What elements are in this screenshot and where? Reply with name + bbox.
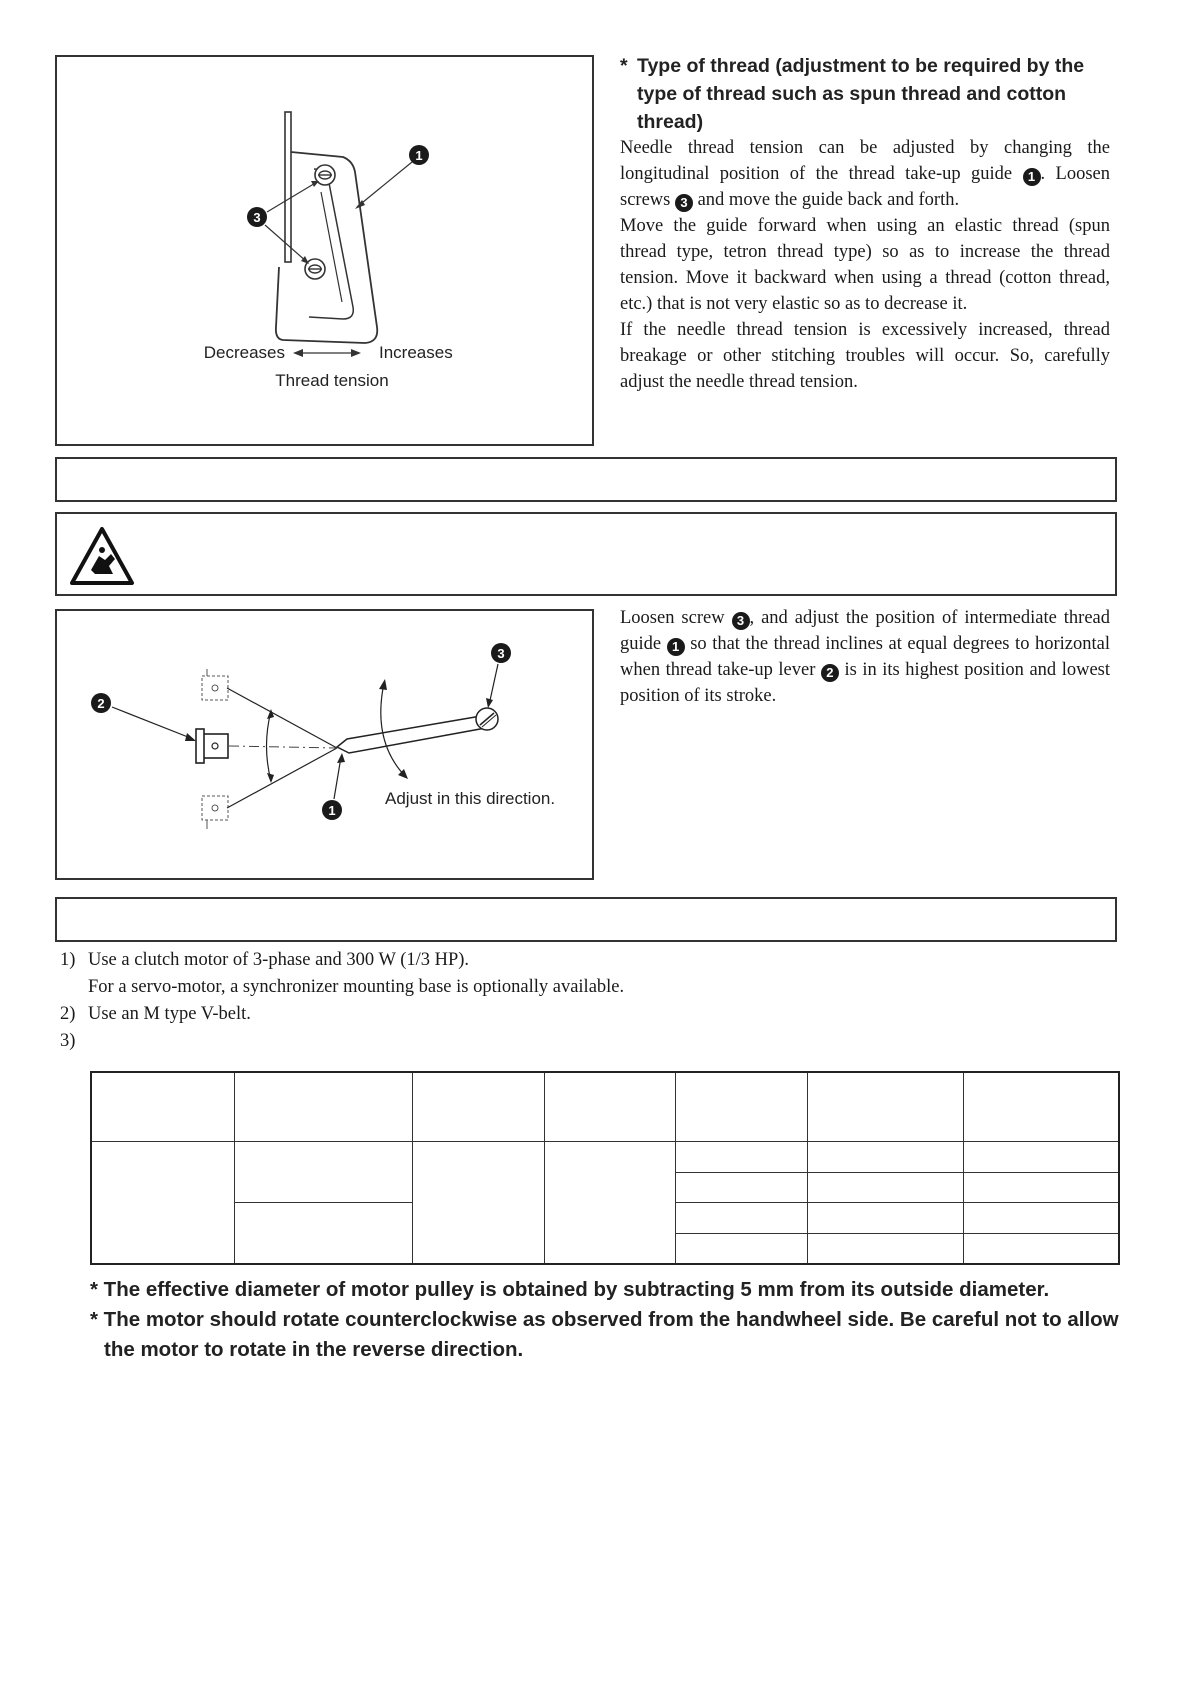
decreases-label: Decreases: [203, 343, 285, 362]
thread-type-paragraph-3: If the needle thread tension is excessively increased, thread breakage or other stitching troubles will occur. So, carefully adjust the needle thread tension.: [620, 320, 1110, 392]
thread-guide-diagram: [57, 57, 592, 444]
note-pulley-diameter: * The effective diameter of motor pulley is obtained by subtracting 5 mm from its outside diameter.: [90, 1278, 1050, 1301]
intermediate-guide-diagram: [57, 611, 592, 878]
section-title-bar: [55, 457, 1117, 502]
thread-type-heading: [620, 52, 1110, 136]
motor-notes: [90, 1275, 1130, 1365]
note-rotation: * The motor should rotate counterclockwise as observed from the handwheel side. Be careful not to allow: [90, 1308, 1119, 1331]
thread-tension-caption: Thread tension: [275, 371, 389, 390]
callout-3-label: 3: [253, 210, 261, 225]
thread-type-body: [620, 135, 1110, 395]
adjust-direction-caption: Adjust in this direction.: [385, 789, 556, 808]
callout-1-label: 1: [415, 148, 423, 163]
callout-3-icon: 3: [732, 612, 750, 630]
table-row: [91, 1141, 1119, 1172]
caution-box: [55, 512, 1117, 596]
callout-3-icon: 3: [675, 194, 693, 212]
note-rotation-cont: the motor to rotate in the reverse direction.: [104, 1338, 524, 1361]
callout-2-icon: 2: [821, 664, 839, 682]
callout-3-label: 3: [497, 646, 505, 661]
heading-line-1: Type of thread (adjustment to be required by the: [637, 55, 1085, 77]
increases-label: Increases: [379, 343, 453, 362]
motor-section-title-bar: [55, 897, 1117, 942]
callout-1-icon: 1: [667, 638, 685, 656]
thread-type-paragraph-1: Needle thread tension can be adjusted by changing the longitudinal position of the thread take-up guide 1 . Loosen screws 3 and move the guide back and forth.: [620, 138, 1111, 210]
motor-pulley-table: [90, 1071, 1120, 1265]
intermediate-guide-body: Loosen screw 3 , and adjust the position of intermediate thread guide 1 so that the thread inclines at equal degrees to horizontal when thread take-up lever 2 is in its highest position and lowest position of its stroke.: [620, 608, 1110, 706]
hand-caution-icon: [69, 526, 135, 586]
figure-thread-guide: [55, 55, 594, 446]
heading-star: *: [620, 55, 628, 77]
thread-type-paragraph-2: Move the guide forward when using an elastic thread (spun thread type, tetron thread type) so as to increase the thread tension. Move it backward when using a thread (cotton thread, etc.) that is not very elastic so as to decrease it.: [620, 216, 1110, 314]
callout-1-label: 1: [328, 803, 336, 818]
callout-2-label: 2: [97, 696, 105, 711]
figure-intermediate-guide: [55, 609, 594, 880]
table-header-row: [91, 1072, 1119, 1141]
heading-line-3: thread): [637, 111, 704, 133]
heading-line-2: type of thread such as spun thread and cotton: [637, 83, 1067, 105]
callout-1-icon: 1: [1023, 168, 1041, 186]
